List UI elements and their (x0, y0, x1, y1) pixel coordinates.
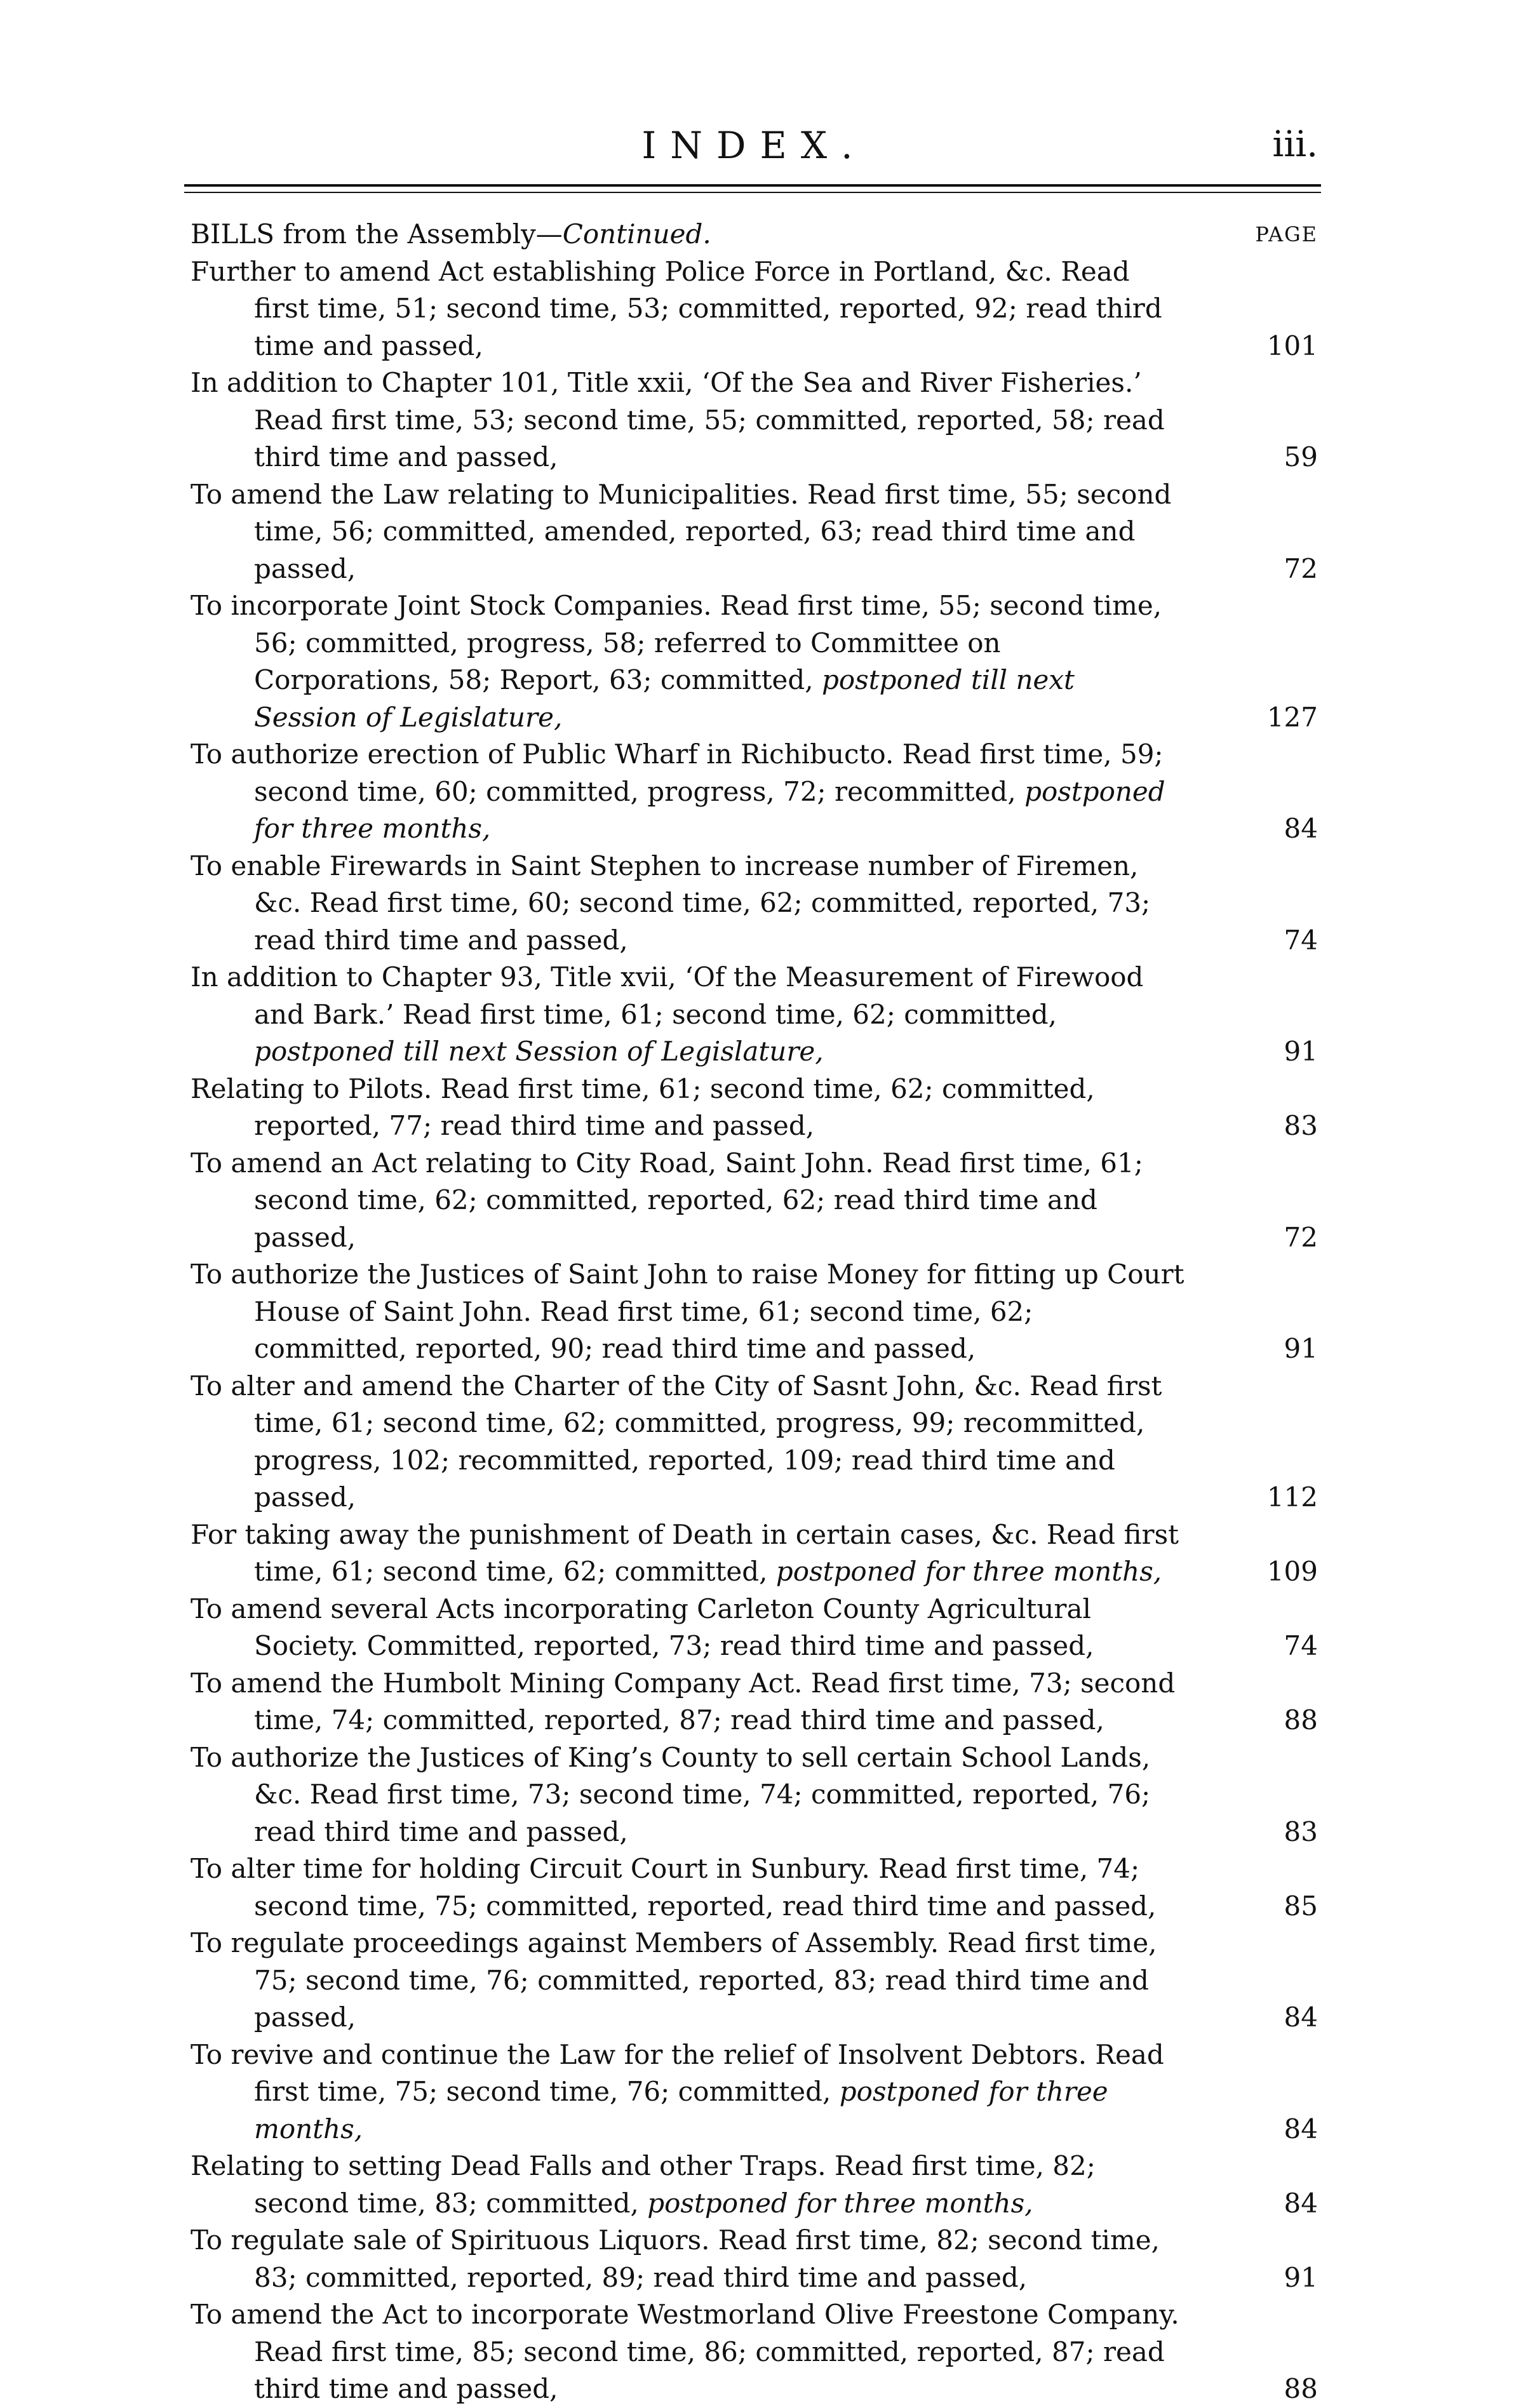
entry-italic-text: postponed till next Session of Legislature, (254, 664, 1075, 733)
entry-page-number: 109 (1266, 1556, 1318, 1587)
index-entry (191, 1516, 1318, 1591)
index-entry (191, 587, 1318, 736)
entry-text: To regulate sale of Spirituous Liquors. Read first time, 82; second time, 83; committed, reported, 89; read third time and passed, (191, 2224, 1160, 2293)
page-title: INDEX. (641, 124, 867, 167)
entry-page-number: 84 (1284, 813, 1318, 844)
entry-page-number: 72 (1284, 1221, 1318, 1253)
entry-text: To authorize the Justices of King’s County to sell certain School Lands, &c. Read first time, 73; second time, 74; committed, reported, 76; read third time and passed, (191, 1741, 1151, 1847)
index-entry (191, 253, 1318, 365)
index-entry (191, 2148, 1318, 2222)
index-entry (191, 1925, 1318, 2037)
entry-text: To authorize the Justices of Saint John to raise Money for fitting up Court House of Saint John. Read first time, 61; second time, 62; committed, reported, 90; read third time and passed, (191, 1259, 1184, 1364)
entry-text: To alter and amend the Charter of the City of Sasnt John, &c. Read first time, 61; second time, 62; committed, progress, 99; recommitted, progress, 102; recommitted, reported, 109; read third time and passed, (191, 1370, 1162, 1513)
entry-page-number: 85 (1284, 1890, 1318, 1922)
entry-page-number: 91 (1284, 2261, 1318, 2293)
entry-page-number: 84 (1284, 2113, 1318, 2144)
entry-text: To authorize erection of Public Wharf in Richibucto. Read first time, 59; second time, 60; committed, progress, 72; recommitted, (191, 739, 1164, 807)
entry-text: Relating to setting Dead Falls and other Traps. Read first time, 82; second time, 83; committed, (191, 2150, 1096, 2219)
page-column-label: PAGE (1255, 222, 1318, 246)
index-entry (191, 1739, 1318, 1851)
entry-text: To amend the Act to incorporate Westmorland Olive Freestone Company. Read first time, 85; second time, 86; committed, reported, 87; read third time and passed, (191, 2299, 1179, 2404)
entry-page-number: 83 (1284, 1110, 1318, 1141)
entry-page-number: 74 (1284, 924, 1318, 956)
entry-page-number: 127 (1266, 701, 1318, 733)
page-header (191, 117, 1318, 175)
entry-page-number: 112 (1266, 1482, 1318, 1513)
entry-italic-text: postponed for three months, (254, 775, 1165, 844)
section-continued: Continued. (562, 218, 711, 250)
entry-page-number: 88 (1284, 1704, 1318, 1736)
entry-text: To amend the Law relating to Municipalities. Read first time, 55; second time, 56; committed, amended, reported, 63; read third time and passed, (191, 478, 1172, 584)
entry-text: In addition to Chapter 93, Title xvii, ‘Of the Measurement of Firewood and Bark.’ Read first time, 61; second time, 62; committed, (191, 961, 1144, 1030)
index-entry (191, 365, 1318, 476)
entry-italic-text: postponed for three months, (775, 1556, 1162, 1587)
entry-page-number: 74 (1284, 1630, 1318, 1661)
index-content (191, 216, 1318, 2408)
header-rule-thick (184, 184, 1321, 187)
entry-italic-text: postponed till next Session of Legislature, (254, 1036, 824, 1067)
entry-page-number: 84 (1284, 2187, 1318, 2219)
entry-text: In addition to Chapter 101, Title xxii, ‘Of the Sea and River Fisheries.’ Read first time, 53; second time, 55; committed, reported, 58; read third time and passed, (191, 367, 1165, 472)
entry-text: Relating to Pilots. Read first time, 61; second time, 62; committed, reported, 77; read third time and passed, (191, 1073, 1095, 1141)
section-heading-row (191, 216, 1318, 253)
entry-text: To incorporate Joint Stock Companies. Read first time, 55; second time, 56; committed, progress, 58; referred to Committee on Corporations, 58; Report, 63; committed, (191, 590, 1162, 695)
index-entry (191, 1256, 1318, 1368)
entry-page-number: 91 (1284, 1036, 1318, 1067)
entry-page-number: 59 (1284, 441, 1318, 472)
section-title (191, 216, 711, 253)
entry-italic-text: postponed for three months, (254, 2076, 1108, 2144)
entry-text: Further to amend Act establishing Police Force in Portland, &c. Read first time, 51; second time, 53; committed, reported, 92; read third time and passed, (191, 255, 1162, 361)
entry-text: To amend an Act relating to City Road, Saint John. Read first time, 61; second time, 62; committed, reported, 62; read third time and passed, (191, 1147, 1143, 1253)
entry-text: For taking away the punishment of Death in certain cases, &c. Read first time, 61; second time, 62; committed, (191, 1518, 1179, 1587)
index-entry (191, 736, 1318, 848)
index-entry (191, 1145, 1318, 1257)
index-entry (191, 2222, 1318, 2296)
index-entry (191, 1368, 1318, 1516)
entry-italic-text: postponed for three months, (647, 2187, 1033, 2219)
index-entry (191, 1071, 1318, 1145)
header-rule-thin (184, 192, 1321, 193)
entry-page-number: 72 (1284, 552, 1318, 584)
index-entry (191, 2296, 1318, 2408)
page-number: iii. (1272, 124, 1318, 165)
index-entry (191, 2037, 1318, 2148)
index-entry (191, 1591, 1318, 1665)
entry-text: To regulate proceedings against Members of Assembly. Read first time, 75; second time, 76; committed, reported, 83; read third time and passed, (191, 1927, 1157, 2033)
entry-page-number: 88 (1284, 2373, 1318, 2404)
index-entry-list (191, 253, 1318, 2408)
index-entry (191, 1665, 1318, 1739)
index-entry (191, 848, 1318, 960)
entry-text: To revive and continue the Law for the relief of Insolvent Debtors. Read first time, 75; second time, 76; committed, (191, 2038, 1164, 2107)
entry-page-number: 84 (1284, 2002, 1318, 2033)
entry-text: To amend the Humbolt Mining Company Act. Read first time, 73; second time, 74; committed, reported, 87; read third time and passed, (191, 1667, 1176, 1736)
entry-page-number: 91 (1284, 1333, 1318, 1364)
entry-text: To enable Firewards in Saint Stephen to increase number of Firemen, &c. Read first time, 60; second time, 62; committed, reported, 73; read third time and passed, (191, 850, 1151, 956)
section-title-text: BILLS from the Assembly— (191, 218, 563, 250)
entry-text: To alter time for holding Circuit Court in Sunbury. Read first time, 74; second time, 75; committed, reported, read third time and passed, (191, 1853, 1157, 1922)
entry-page-number: 83 (1284, 1816, 1318, 1847)
index-entry (191, 1850, 1318, 1925)
index-entry (191, 476, 1318, 588)
entry-page-number: 101 (1266, 330, 1318, 361)
entry-text: To amend several Acts incorporating Carleton County Agricultural Society. Committed, reported, 73; read third time and passed, (191, 1593, 1094, 1661)
index-entry (191, 959, 1318, 1071)
